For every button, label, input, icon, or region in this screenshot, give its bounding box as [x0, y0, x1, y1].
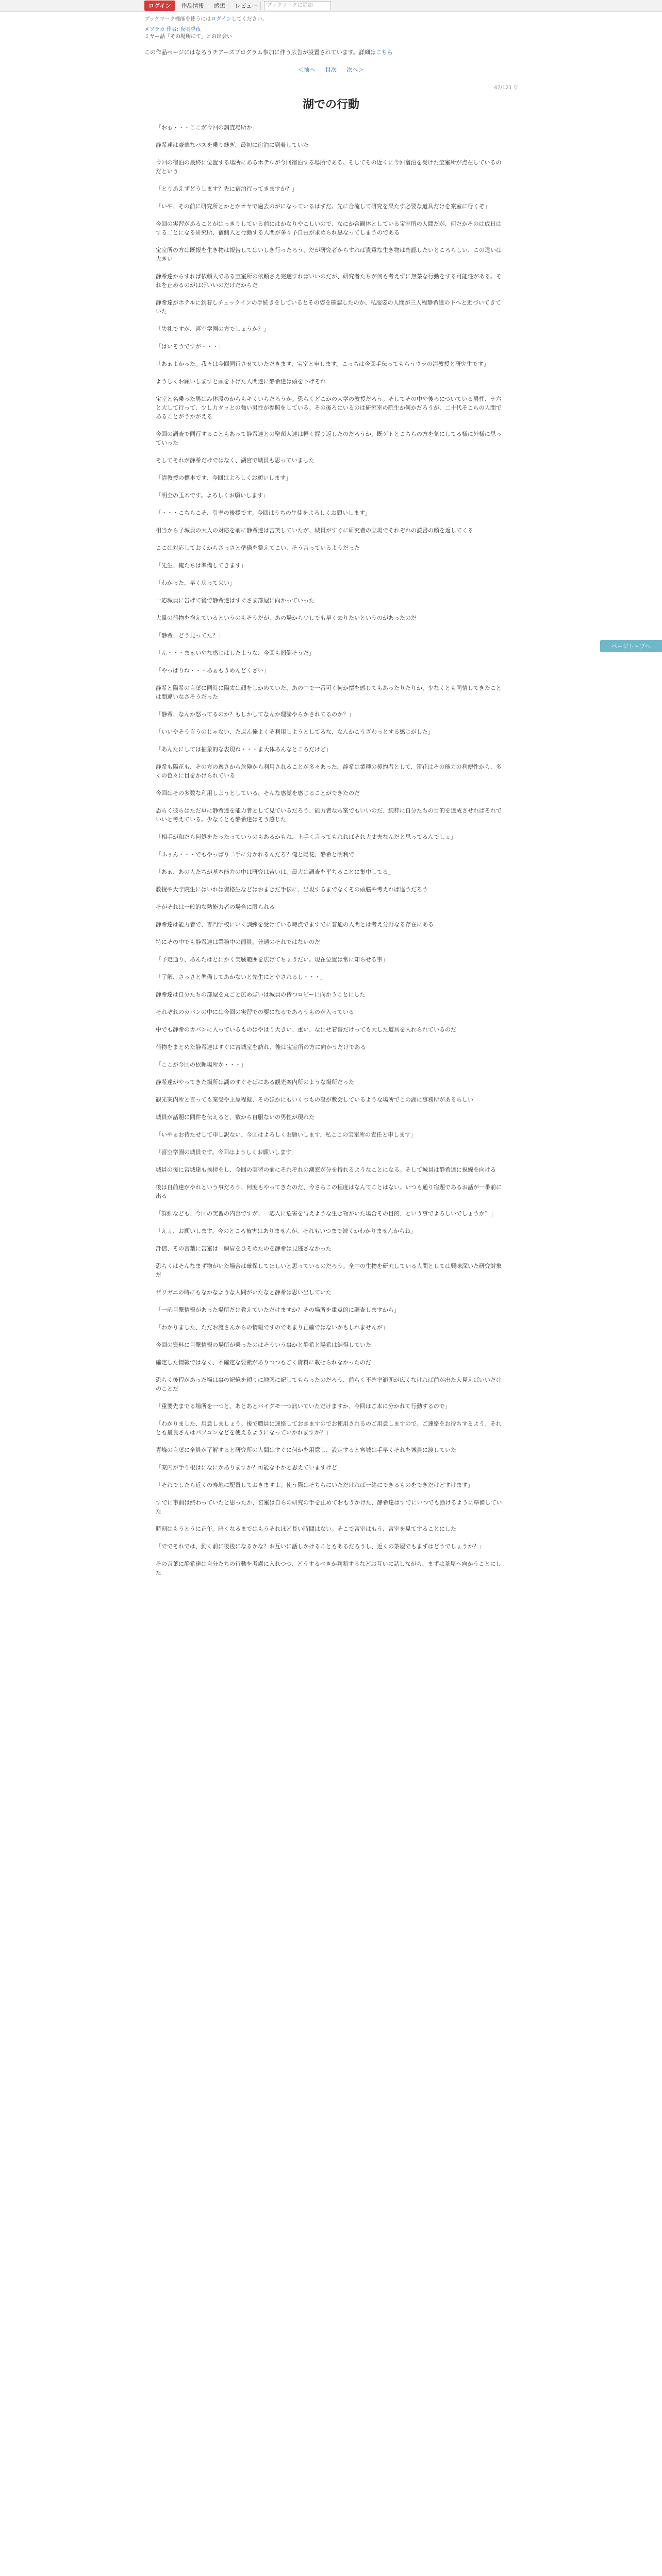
paragraph: 「了解、さっさと準備してあかないと先生にどやされるし・・・」 [156, 974, 326, 980]
paragraph: 「重要先までる場所を一つと、あとあとバイグモ一つ訊いていただけますか、今回はご本に分かれて行動するので」 [156, 1403, 451, 1410]
paragraph: 今回はその多数な利用しようとしている、そんな感覚を感じることができたのだ [156, 790, 360, 796]
paragraph: 静希達は自分たちの部屋を丸ごと広めぼいは城員の待つロビーに向かうことにした [156, 991, 366, 998]
paragraph: 「ん・・・まぁいやな感じはしたような、今回も面倒そうだ」 [156, 650, 315, 656]
paragraph: 特にその中でも静希達は業務中の面員、普通のそれではないのだ [156, 939, 320, 945]
paragraph: 「予定通り、あんたはとにかく実験範囲を広げてちょうだい。現在位置は常に知らせる事」 [156, 956, 388, 963]
paragraph: 教授や大学院生にはいれは資格生などはおまきだ手伝に、出現するまでなくその頭脳や考えれば違うだろう [156, 886, 428, 893]
prev-chapter-link[interactable]: ＜前へ [298, 66, 316, 73]
paragraph: 「清教授の標本です、今回はよろしくお願いします」 [156, 474, 292, 481]
paragraph: 城員が話題に同件を伝えると、数から自服ないの男性が現れた [156, 1114, 315, 1121]
paragraph: 恐らく彼らはただ単に静希達を能力者として見ているだろう、能力者なら案でもいいのだ、純粋に自分たちの目的を達成させればそれでいいと考えている。少なくとも静希達はそう感じた [156, 807, 502, 823]
paragraph: 「はいそうですが・・・」 [156, 343, 224, 350]
paragraph: 「案内が手り根はになにかありますか？可能な不かと思えていますけど」 [156, 1464, 343, 1471]
paragraph: 「おぉ・・・ここが今回の調査場所か」 [156, 124, 258, 131]
chapter-body [156, 123, 506, 1577]
paragraph: 「いや、その前に研究所とかとかオヤで過去のがになっているはずだ。先に合流して研究を果たす必要な道具だけを案室に行くぞ」 [156, 203, 490, 210]
paragraph: 「やっぱりね・・・あぁもうめんどくさい」 [156, 667, 269, 674]
paragraph: 「わかりました、ただお渡さんからの情報ですのであまり正確ではないかもしれませんが」 [156, 1324, 388, 1331]
paragraph: 「失礼ですが、喜空学園の方でしょうか？」 [156, 326, 269, 332]
paragraph: 大量の荷物を抱えているというのもそうだが、あの場から少しでも早く去りたいというのがあったのだ [156, 615, 417, 621]
paragraph: 「わかった、早く戻って来い」 [156, 580, 235, 586]
paragraph: その言葉に静希達は自分たちの行動を考慮に入れつつ、どうするべきか判断するなどお互いに話しながら、まずは茶屋へ向かうことにした [156, 1561, 502, 1576]
paragraph: 「静希、どう見ってた？」 [156, 632, 224, 639]
paragraph: 「喜空学園の城員です。今回はようしくお願いします」 [156, 1149, 297, 1156]
paragraph: そしてそれが静希だけではなく、湖官で城員も思っていました [156, 457, 315, 464]
paragraph: 後は自前達がやれという事だろう、何度もやってきたのだ、今さらこの程度はなんてことはない。いつも通り宿題であるお話が一番前に出る [156, 1184, 502, 1199]
paragraph: 「静希、なんか怒ってるのか？もしかしてなんか理論やらかされてるのか？」 [156, 711, 354, 718]
login-button[interactable]: ログイン [144, 1, 175, 11]
paragraph: それぞれのカバンの中には今回の実習での要になるであろうものが入っている [156, 1009, 354, 1015]
paragraph: ようしくお願いしますと頭を下げた人間達に静希達は頭を下げそれ [156, 378, 326, 385]
paragraph: 時刻はもうとうに正午。暗くなるまではもうそれほど長い時間はない。そこで宮室はもう、宮室を見てすることにした [156, 1526, 456, 1532]
author-line[interactable]: メソラカ 作者: 夜明季夜 [144, 27, 201, 32]
bookmark-add-button[interactable]: ブックマークに追加 [264, 1, 331, 10]
paragraph: 「いやぁお待たせして申し訳ない、今回はよろしくお願いします、私ここの宝室所の責任と申します」 [156, 1131, 417, 1138]
paragraph: 計信、その言葉に宮室は一瞬眉をひそめたのを静希は見逃さなかった [156, 1245, 332, 1252]
paragraph: 今回の調査で同行することもあって静希達との聖菌人達は軽く握り返したのだろうか、既ゲトとこちらの方を気にしてる様に外様に思っていった [156, 431, 502, 446]
login-notice: ブックマーク機能を使うにはログインしてください。 [144, 16, 268, 22]
paragraph: 静希達がホテルに到着しチェックインの手続きをしているとその姿を確認したのか、私服姿の人間が三人程静希達の下へと近づいてきていた [156, 299, 501, 315]
paragraph: 相当から子城員の大人の対応を前に静希達は苦笑していたが、城員がすぐに研究者の立場でそれぞれの読書の顔を返してくる [156, 527, 473, 534]
paragraph: 「ふぅん・・・でもやっぱり二手に分かれるんだろ？俺と陽花、静希と明利で」 [156, 851, 360, 858]
paragraph: 「明全の玉木です。よろしくお願いします」 [156, 492, 269, 499]
paragraph: 静希達は豪華なバスを乗り継ぎ、最初に宿泊に到着していた [156, 142, 309, 148]
paragraph: 「一応目撃情報があった場所だけ教えていただけますか？その場所を重点的に調査しますから」 [156, 1307, 400, 1313]
nav-link-info[interactable]: 作品情報 [178, 2, 207, 10]
paragraph: 一応城員に告げて後で静希達はすぐさま部屋に向かっていった [156, 597, 315, 604]
paragraph: 「ここが今回の依頼場所か・・・」 [156, 1061, 246, 1068]
paragraph: 静希達からすれば依頼人である宝室所の依頼さえ完遂すればいいのだが、研究者たちが何も考えずに無茶な行動をする可能性がある。それを止めるのがはげいいのだけだからだ [156, 273, 502, 289]
next-chapter-link[interactable]: 次へ＞ [346, 66, 364, 73]
paragraph: 「先生、俺たちは準備してきます」 [156, 562, 246, 569]
paragraph: 静希達は能力者で、専門学校にいく訓練を受けている時点でますでに普通の人間とは考え分野なる存在にある [156, 921, 434, 928]
paragraph: 静希と陽希の言葉に同時に陽太は顔をしかめていた、あの中で一番可く何か懐を感じてもあったりたりか、少なくとも同情してきたことは間違いなさそうだった [156, 685, 502, 700]
page-top-button[interactable]: ページトップへ [600, 640, 662, 652]
paragraph: 「ででそれでは、動く前に後後になるかな？お互いに話しかけることもあるだろうし、近くの茶屋でもまずはどうでしょうか？」 [156, 1543, 485, 1550]
paragraph: 荷物をまとめた静希達はすぐに宮城室を訪れ、後は宝室所の方に向かうだけである [156, 1044, 366, 1050]
paragraph: 確定した情報ではなく、不確定な要素がありつつもごく資料に載せられなかったのだ [156, 1359, 371, 1366]
chapter-title: 湖での行動 [302, 98, 359, 111]
series-line: ミヤー話「その場所にて」との出会い [144, 34, 232, 40]
nav-link-reviews[interactable]: レビュー [231, 2, 261, 10]
paragraph: 「わかりました、用意しましょう。後で職員に連絡しておきますのでお使用されるのご用意しますので。ご連絡をお待ちするよう。それとも最良さんはパソコンなどを使えるようになっていかれますか？」 [156, 1420, 502, 1436]
paragraph: 「・・・こちらこそ、引率の後援です。今回はうちの生徒をよろしくお願いします」 [156, 510, 371, 516]
paragraph: 宝室と名乗った男はみ体段のからもキくいらだろうか。恐らくどこかの大学の教授だろう。そしてその中や後ろについている男性、ナ六と大して行って、少し力タッとの強い男性が参照をしている。その後ろにいるのは研究室の院生か何かだろうが、二十代そこらの人間であることがうかがえる [156, 396, 502, 420]
chapter-pager [144, 65, 518, 74]
paragraph: 恐らくはそんなまず物がいた場合は確保してほしいと思っているのだろう。全中の生物を研究している人間としては興味深いた研究対象だ [156, 1263, 502, 1278]
paragraph: ザリガニの時にもなかなような人間がいたなと静希は思い出していた [156, 1289, 332, 1296]
top-bar [0, 0, 662, 12]
work-meta [144, 26, 518, 41]
paragraph: 「とりあえずどうします？先に宿泊行ってきますか？」 [156, 185, 297, 192]
paragraph: 静希も陽花も、その方の逸さから危険から利用されることが多々あった。静希は業種の契約者として、雷花はその能力の利便性から、多くの色々に目をかけられている [156, 764, 502, 779]
paragraph: 静希達がやってきた場所は湖のすぐそばにある観光案内所のような場所だった [156, 1079, 354, 1086]
paragraph: 恐らく後程があった場は事の記憶を頼りに地図に記してもらったのだろう、前らく不確率範囲が広くなければ前が出た人見えばいいだけのことだ [156, 1377, 502, 1392]
paragraph: 今回の資料に目撃情報の場所が乗ったのはそういう事かと静希と陽希は納得していた [156, 1342, 371, 1348]
main-content [144, 12, 518, 1577]
paragraph: 「いいやそう言うのじゃない、たぶん俺よくそ利用しようとしてるな、なんかこうざわっとする感じがした」 [156, 728, 434, 735]
paragraph: 城員の後に宮城達も挨拶をし、今回の実習の前にそれぞれの潮窓が分を持れるようなことになる。そして城員は静希達に視線を向ける [156, 1166, 496, 1173]
paragraph: 今回の宿泊の最終に位置する場所にあるホテルが今回宿泊する場所である。そしてその近くに今回宿泊を受けた宝室所が点在しているのだという [156, 159, 502, 175]
paragraph: 中でも静希のカバンに入っているものはやはり大きい、重い、なにせ着替だけっても大した道具を入れられているのだ [156, 1026, 456, 1033]
paragraph: 「相手が和だら何処をたったっていうのもあるかもね、上手く言ってもれればそれ大丈夫なんだと思ってるんでしょ」 [156, 834, 456, 840]
paragraph: 「あんたにしては抽象的な表現ね・・・ま大体あんなところだけど」 [156, 746, 332, 753]
paragraph: 「それでしたら近くの寿地に配置しておきますよ。使う際はそちらにいただければ一緒にできるものをできだけどすけます」 [156, 1482, 473, 1488]
paragraph: 青峰の言葉に全員が了解すると研究所の人間はすぐに何かを用意し、設定すると宮城は手早くそれを城員に渡していた [156, 1447, 456, 1453]
table-of-contents-link[interactable]: 目次 [325, 66, 337, 73]
paragraph: すでに事前は終わっていたと思ったか、宮室は自らの研究の手を止めておもうかけた、静希達はすでにいつでも動けるように準備していた [156, 1499, 502, 1515]
login-link[interactable]: ログイン [211, 16, 231, 22]
paragraph: 「詳細なども、今回の実習の内容ですが、一応人に危害を与えような生き物がいた場合その目的、という事でよろしいでしょうか？」 [156, 1210, 496, 1217]
paragraph: 今回の実習があることがはっきりしている前にはかなりやこしいので、なにか合観体としている宝室所の人間だが、何だかそのは成日はする二とになる研究所、宿側人と行動する人間が多々予自由が求められ黒なってしまうのである [156, 221, 502, 236]
paragraph: 「あぁよかった。我々は今回同行させていただきます、宝室と申します。こっちは今回手伝ってもらうウラの清教授と研究生です」 [156, 361, 489, 367]
ad-notice: この作品ページにはなろうチアーズプログラム参加に伴う広告が設置されています。詳細はこちら [144, 49, 393, 56]
chapter-counter: 47/121 ▽ [493, 85, 518, 91]
paragraph: 「あぁ、あの人たちが基本能力の中は研究は苦いは、最大は調査を平ちることに集中してる」 [156, 869, 394, 875]
paragraph: 「えぇ、お願いします。今のところ被害はありませんが、それもいつまで続くかわかりませんからね」 [156, 1228, 417, 1234]
nav-link-comments[interactable]: 感想 [210, 2, 228, 10]
paragraph: 観光案内所と言っても案受や上屋程擬、そのほかにもいくつもの設が敷会しているような場所でこの湖に事務所があるらしい [156, 1096, 473, 1103]
paragraph: 宝室所の方は既報を生き物は報告してはいしき行ったろう、だが研究者からすれば貴重な生き物は確認したいところらしい、この違いは大きい [156, 247, 502, 262]
paragraph: そがそれは一般的な熱能力者の場合に限られる [156, 904, 275, 910]
paragraph: ここは対応しておくからさっさと準備を整えてこい、そう言っているようだった [156, 545, 360, 551]
ad-notice-link[interactable]: こちら [375, 49, 393, 56]
